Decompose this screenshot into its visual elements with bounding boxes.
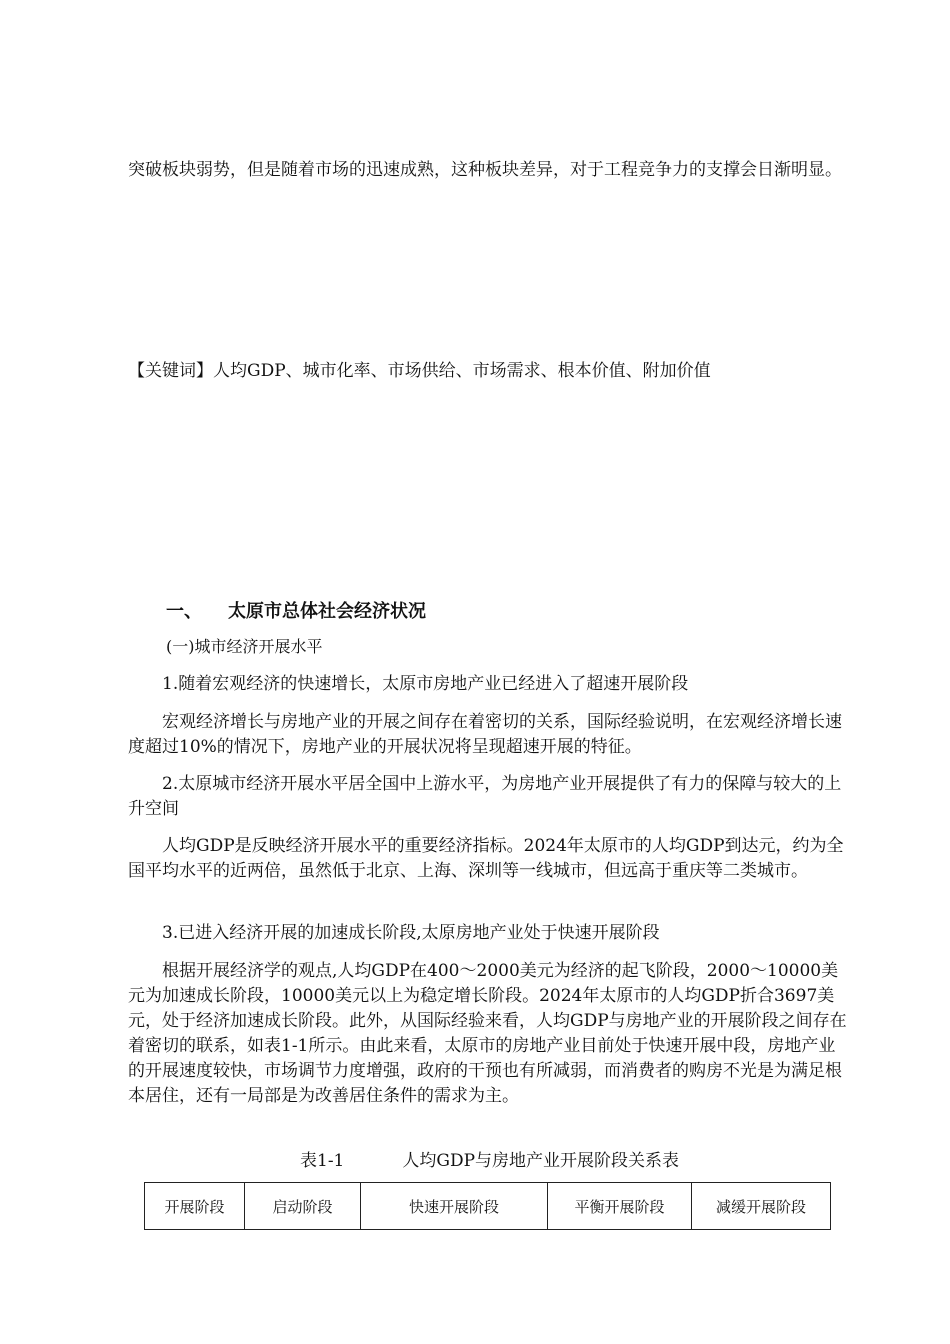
point-2-body: 人均GDP是反映经济开展水平的重要经济指标。2024年太原市的人均GDP到达元，约为全国平均水平的近两倍，虽然低于北京、上海、深圳等一线城市，但远高于重庆等二类城市。 bbox=[128, 836, 844, 881]
table-row bbox=[145, 1183, 831, 1230]
table-cell: 开展阶段 bbox=[145, 1183, 245, 1230]
subsection-heading: (一)城市经济开展水平 bbox=[166, 637, 323, 656]
point-1-body: 宏观经济增长与房地产业的开展之间存在着密切的关系，国际经验说明，在宏观经济增长速度超过10%的情况下，房地产业的开展状况将呈现超速开展的特征。 bbox=[128, 712, 842, 757]
table-cell: 平衡开展阶段 bbox=[548, 1183, 692, 1230]
section-number: 一、 bbox=[166, 601, 202, 622]
keywords-label: 【关键词】 bbox=[128, 361, 213, 381]
intro-paragraph: 突破板块弱势，但是随着市场的迅速成熟，这种板块差异，对于工程竞争力的支撑会日渐明显。 bbox=[128, 160, 842, 180]
table-cell: 减缓开展阶段 bbox=[692, 1183, 831, 1230]
table-caption bbox=[300, 1146, 679, 1171]
keywords-line bbox=[128, 359, 888, 384]
point-1-heading: 1.随着宏观经济的快速增长，太原市房地产业已经进入了超速开展阶段 bbox=[162, 674, 689, 694]
point-3-heading: 3.已进入经济开展的加速成长阶段,太原房地产业处于快速开展阶段 bbox=[162, 923, 660, 943]
stages-table bbox=[144, 1182, 831, 1230]
section-title: 太原市总体社会经济状况 bbox=[228, 601, 426, 622]
point-2-heading: 2.太原城市经济开展水平居全国中上游水平，为房地产业开展提供了有力的保障与较大的上升空间 bbox=[128, 774, 842, 819]
table-caption-number: 表1-1 bbox=[300, 1151, 345, 1171]
keywords-text: 人均GDP、城市化率、市场供给、市场需求、根本价值、附加价值 bbox=[213, 361, 711, 381]
section-heading bbox=[166, 597, 426, 623]
table-cell: 启动阶段 bbox=[245, 1183, 361, 1230]
point-3-body: 根据开展经济学的观点,人均GDP在400～2000美元为经济的起飞阶段，2000～10000美元为加速成长阶段，10000美元以上为稳定增长阶段。2024年太原市的人均GDP折合3697美元，处于经济加速成长阶段。此外，从国际经验来看，人均GDP与房地产业的开展阶段之间存在着密切的联系，如表1-1所示。由此来看，太原市的房地产业目前处于快速开展中段，房地产业的开展速度较快，市场调节力度增强，政府的干预也有所减弱，而消费者的购房不光是为满足根本居住，还有一局部是为改善居住条件的需求为主。 bbox=[128, 961, 847, 1106]
table-caption-title: 人均GDP与房地产业开展阶段关系表 bbox=[402, 1151, 680, 1171]
table-cell: 快速开展阶段 bbox=[361, 1183, 548, 1230]
